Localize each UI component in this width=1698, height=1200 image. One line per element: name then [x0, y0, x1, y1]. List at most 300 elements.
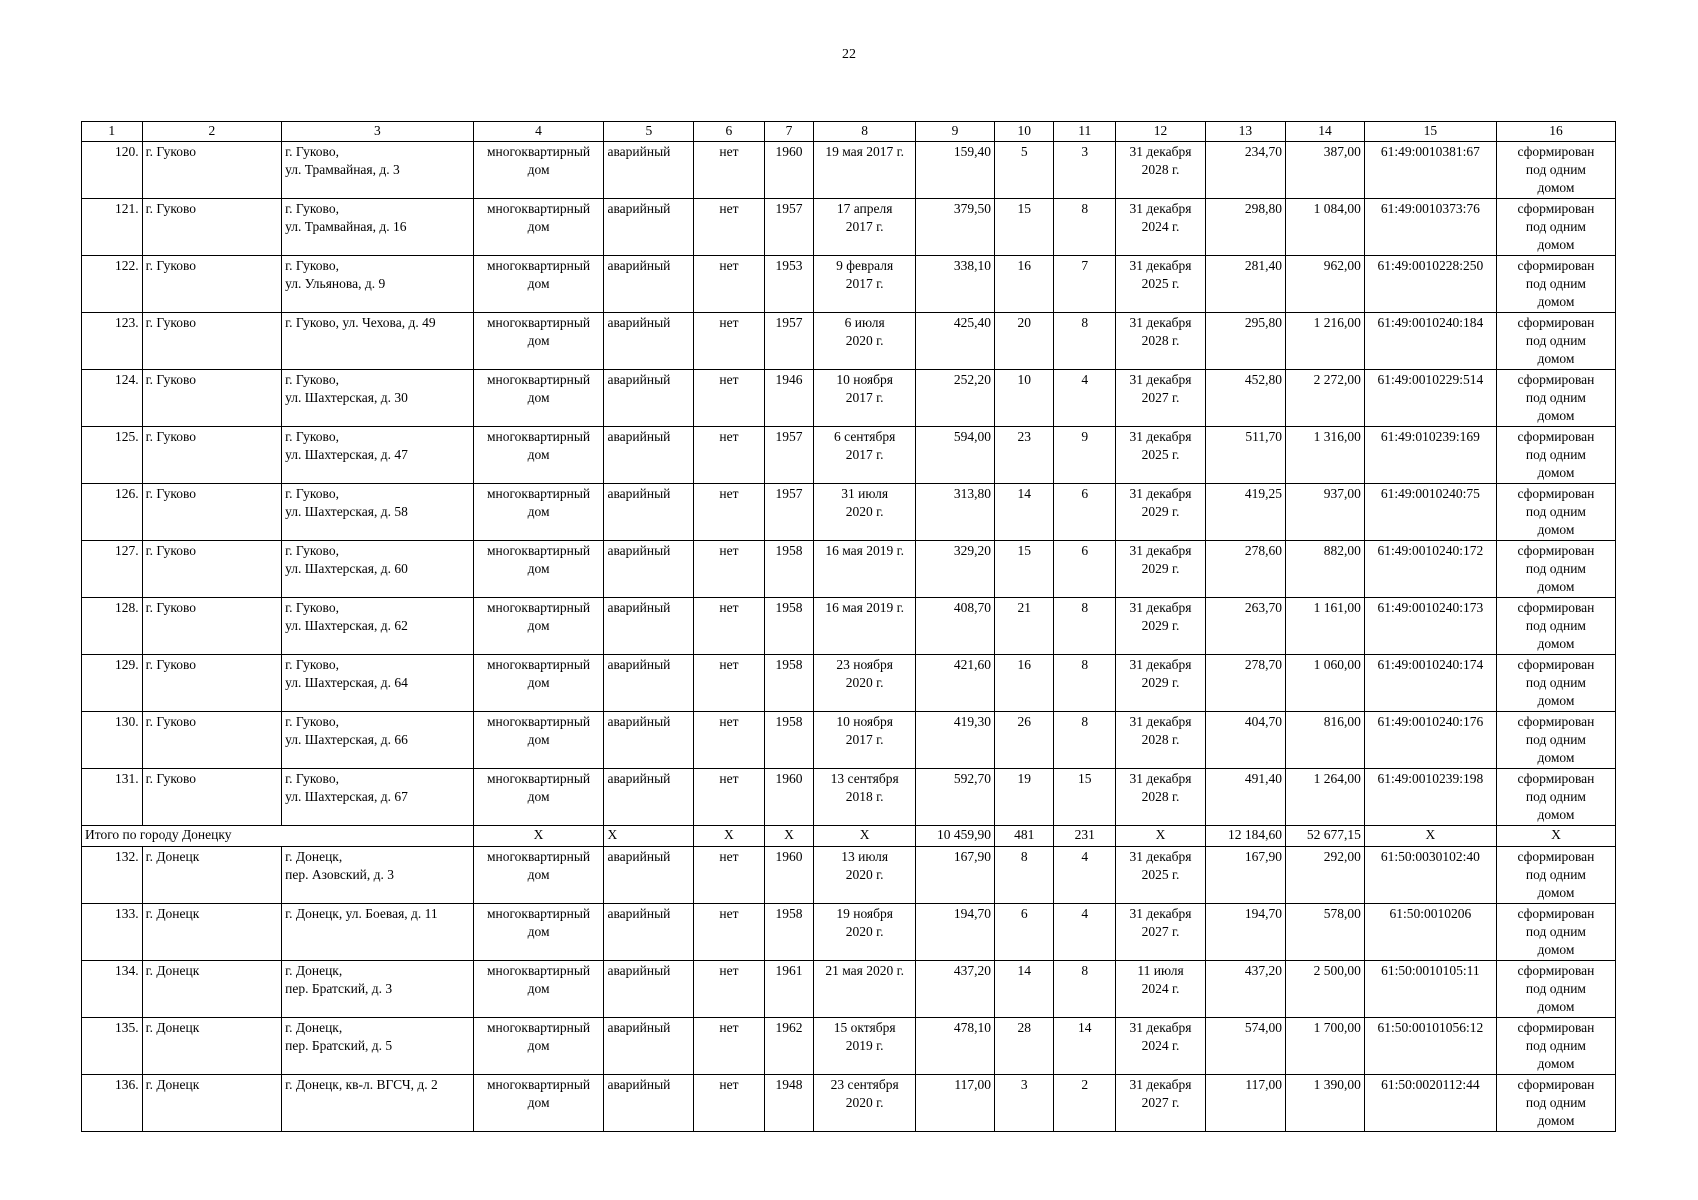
column-number: 5	[604, 122, 694, 142]
address-line: г. Гуково,	[285, 144, 339, 159]
construction-year-cell: 1957	[764, 199, 814, 256]
recognition-date-line: 2018 г.	[845, 789, 884, 804]
land-area-cell: 167,90	[1205, 847, 1285, 904]
relocation-deadline-cell	[1116, 484, 1206, 541]
table-row	[82, 655, 1616, 712]
land-plot-status-line: сформирован	[1517, 906, 1595, 921]
building-status-cell: аварийный	[604, 256, 694, 313]
recognition-date-line: 21 мая 2020 г.	[825, 963, 904, 978]
total-area-cell: 437,20	[916, 961, 995, 1018]
land-plot-status-line: сформирован	[1517, 1077, 1595, 1092]
building-type-line: многоквартирный	[486, 849, 591, 864]
residents-count-cell: 14	[994, 961, 1053, 1018]
recognition-date-cell	[814, 541, 916, 598]
relocation-deadline-line: 31 декабря	[1129, 714, 1192, 729]
address-cell	[282, 484, 473, 541]
land-plot-status-line: под одним	[1525, 162, 1586, 177]
recognition-date-cell	[814, 712, 916, 769]
address-cell	[282, 1018, 473, 1075]
relocation-deadline-line: 31 декабря	[1129, 144, 1192, 159]
land-plot-status-line: домом	[1537, 885, 1575, 900]
land-area-cell: 295,80	[1205, 313, 1285, 370]
land-plot-status-cell	[1496, 142, 1615, 199]
land-plot-status-line: домом	[1537, 1113, 1575, 1128]
relocation-deadline-line: 2028 г.	[1141, 162, 1180, 177]
land-plot-status-cell	[1496, 769, 1615, 826]
table-row	[82, 904, 1616, 961]
municipality-cell: г. Гуково	[142, 313, 282, 370]
land-plot-status-line: под одним	[1525, 561, 1586, 576]
land-plot-status-line: под одним	[1525, 1095, 1586, 1110]
relocation-deadline-line: 31 декабря	[1129, 849, 1192, 864]
total-area-cell: 478,10	[916, 1018, 995, 1075]
building-type-line: дом	[527, 219, 550, 234]
address-line: ул. Шахтерская, д. 66	[285, 732, 408, 747]
premises-count-cell: 8	[1054, 655, 1116, 712]
address-line: г. Гуково,	[285, 201, 339, 216]
building-type-line: многоквартирный	[486, 315, 591, 330]
table-row	[82, 484, 1616, 541]
land-plot-status-line: под одним	[1525, 276, 1586, 291]
residents-count-cell: 26	[994, 712, 1053, 769]
building-status-cell: аварийный	[604, 142, 694, 199]
total-premises-count: 231	[1054, 826, 1116, 847]
relocation-deadline-line: 2027 г.	[1141, 390, 1180, 405]
residents-count-cell: 28	[994, 1018, 1053, 1075]
recognition-date-line: 2020 г.	[845, 867, 884, 882]
recognition-date-line: 2020 г.	[845, 924, 884, 939]
land-plot-status-line: домом	[1537, 408, 1575, 423]
land-plot-status-line: под одним	[1525, 390, 1586, 405]
land-plot-status-cell	[1496, 598, 1615, 655]
relocation-deadline-line: 2025 г.	[1141, 276, 1180, 291]
residents-count-cell: 6	[994, 904, 1053, 961]
recognition-date-line: 19 ноября	[836, 906, 893, 921]
land-plot-status-line: сформирован	[1517, 771, 1595, 786]
total-row	[82, 826, 1616, 847]
cadastral-number-cell: 61:49:0010240:176	[1364, 712, 1496, 769]
address-line: ул. Шахтерская, д. 64	[285, 675, 408, 690]
address-line: г. Гуково,	[285, 429, 339, 444]
relocation-flag-cell: нет	[694, 961, 764, 1018]
table-row	[82, 541, 1616, 598]
address-line: г. Донецк,	[285, 963, 343, 978]
relocation-deadline-cell	[1116, 370, 1206, 427]
address-cell	[282, 712, 473, 769]
land-plot-status-line: домом	[1537, 750, 1575, 765]
cadastral-number-cell: 61:49:0010228:250	[1364, 256, 1496, 313]
address-line: г. Донецк, кв-л. ВГСЧ, д. 2	[285, 1077, 438, 1092]
building-type-cell	[473, 427, 604, 484]
address-cell	[282, 769, 473, 826]
recognition-date-cell	[814, 427, 916, 484]
relocation-deadline-cell	[1116, 256, 1206, 313]
recognition-date-line: 2017 г.	[845, 276, 884, 291]
relocation-deadline-line: 2024 г.	[1141, 981, 1180, 996]
total-area-cell: 421,60	[916, 655, 995, 712]
relocation-deadline-line: 11 июля	[1137, 963, 1184, 978]
address-line: г. Гуково,	[285, 486, 339, 501]
relocation-deadline-cell	[1116, 847, 1206, 904]
address-line: г. Гуково,	[285, 543, 339, 558]
building-type-cell	[473, 847, 604, 904]
relocation-flag-cell: нет	[694, 1075, 764, 1132]
address-cell	[282, 142, 473, 199]
row-number-cell: 126.	[82, 484, 143, 541]
land-plot-status-cell	[1496, 484, 1615, 541]
building-type-line: дом	[527, 789, 550, 804]
recognition-date-line: 13 сентября	[830, 771, 899, 786]
land-area-cell: 117,00	[1205, 1075, 1285, 1132]
recognition-date-line: 2017 г.	[845, 732, 884, 747]
premises-count-cell: 8	[1054, 961, 1116, 1018]
recognition-date-line: 2020 г.	[845, 504, 884, 519]
address-line: ул. Шахтерская, д. 58	[285, 504, 408, 519]
relocation-deadline-cell	[1116, 1018, 1206, 1075]
premises-count-cell: 3	[1054, 142, 1116, 199]
building-status-cell: аварийный	[604, 484, 694, 541]
relocation-deadline-line: 2027 г.	[1141, 1095, 1180, 1110]
table-row	[82, 256, 1616, 313]
land-plot-status-line: сформирован	[1517, 1020, 1595, 1035]
land-area-cell: 511,70	[1205, 427, 1285, 484]
address-cell	[282, 961, 473, 1018]
building-type-cell	[473, 370, 604, 427]
total-construction-year: Х	[764, 826, 814, 847]
recognition-date-line: 31 июля	[841, 486, 889, 501]
land-plot-status-line: домом	[1537, 1056, 1575, 1071]
land-area-cell: 263,70	[1205, 598, 1285, 655]
building-status-cell: аварийный	[604, 904, 694, 961]
land-area-cell: 491,40	[1205, 769, 1285, 826]
total-area-cell: 408,70	[916, 598, 995, 655]
total-area-cell: 425,40	[916, 313, 995, 370]
address-cell	[282, 427, 473, 484]
column-number: 13	[1205, 122, 1285, 142]
column-number: 1	[82, 122, 143, 142]
cost-cell: 1 216,00	[1285, 313, 1364, 370]
recognition-date-line: 2017 г.	[845, 447, 884, 462]
recognition-date-line: 10 ноября	[836, 714, 893, 729]
residents-count-cell: 23	[994, 427, 1053, 484]
total-area-cell: 592,70	[916, 769, 995, 826]
land-plot-status-cell	[1496, 541, 1615, 598]
municipality-cell: г. Гуково	[142, 427, 282, 484]
building-type-cell	[473, 313, 604, 370]
address-cell	[282, 598, 473, 655]
land-plot-status-line: сформирован	[1517, 258, 1595, 273]
premises-count-cell: 4	[1054, 370, 1116, 427]
building-type-cell	[473, 1075, 604, 1132]
building-type-line: многоквартирный	[486, 201, 591, 216]
cost-cell: 1 161,00	[1285, 598, 1364, 655]
land-plot-status-line: под одним	[1525, 924, 1586, 939]
row-number-cell: 133.	[82, 904, 143, 961]
cost-cell: 962,00	[1285, 256, 1364, 313]
building-type-line: многоквартирный	[486, 486, 591, 501]
building-status-cell: аварийный	[604, 313, 694, 370]
building-type-cell	[473, 541, 604, 598]
residents-count-cell: 21	[994, 598, 1053, 655]
relocation-flag-cell: нет	[694, 1018, 764, 1075]
construction-year-cell: 1946	[764, 370, 814, 427]
total-area-cell: 167,90	[916, 847, 995, 904]
construction-year-cell: 1960	[764, 847, 814, 904]
total-area-cell: 338,10	[916, 256, 995, 313]
municipality-cell: г. Гуково	[142, 370, 282, 427]
column-number: 12	[1116, 122, 1206, 142]
land-plot-status-cell	[1496, 712, 1615, 769]
address-line: ул. Трамвайная, д. 16	[285, 219, 407, 234]
land-plot-status-line: домом	[1537, 636, 1575, 651]
total-relocation-deadline: Х	[1116, 826, 1206, 847]
building-type-line: дом	[527, 504, 550, 519]
relocation-deadline-line: 2025 г.	[1141, 867, 1180, 882]
residents-count-cell: 20	[994, 313, 1053, 370]
total-label: Итого по городу Донецку	[82, 826, 474, 847]
building-type-line: дом	[527, 732, 550, 747]
table-row	[82, 1075, 1616, 1132]
premises-count-cell: 8	[1054, 199, 1116, 256]
land-plot-status-line: сформирован	[1517, 201, 1595, 216]
address-cell	[282, 541, 473, 598]
address-cell	[282, 655, 473, 712]
total-area-cell: 194,70	[916, 904, 995, 961]
municipality-cell: г. Гуково	[142, 769, 282, 826]
land-plot-status-line: сформирован	[1517, 486, 1595, 501]
land-plot-status-cell	[1496, 313, 1615, 370]
row-number-cell: 129.	[82, 655, 143, 712]
land-plot-status-line: домом	[1537, 351, 1575, 366]
building-status-cell: аварийный	[604, 1018, 694, 1075]
construction-year-cell: 1957	[764, 313, 814, 370]
building-type-cell	[473, 598, 604, 655]
table-row	[82, 199, 1616, 256]
cost-cell: 1 700,00	[1285, 1018, 1364, 1075]
row-number-cell: 136.	[82, 1075, 143, 1132]
construction-year-cell: 1958	[764, 598, 814, 655]
building-status-cell: аварийный	[604, 961, 694, 1018]
building-type-line: многоквартирный	[486, 1020, 591, 1035]
total-area-cell: 329,20	[916, 541, 995, 598]
building-type-line: дом	[527, 618, 550, 633]
land-plot-status-line: сформирован	[1517, 429, 1595, 444]
recognition-date-cell	[814, 256, 916, 313]
cost-cell: 1 264,00	[1285, 769, 1364, 826]
building-type-cell	[473, 655, 604, 712]
recognition-date-line: 2017 г.	[845, 390, 884, 405]
land-plot-status-line: сформирован	[1517, 849, 1595, 864]
land-plot-status-line: под одним	[1525, 219, 1586, 234]
row-number-cell: 120.	[82, 142, 143, 199]
address-line: г. Гуково,	[285, 258, 339, 273]
recognition-date-line: 6 июля	[844, 315, 885, 330]
recognition-date-line: 19 мая 2017 г.	[825, 144, 904, 159]
municipality-cell: г. Гуково	[142, 142, 282, 199]
relocation-deadline-line: 2028 г.	[1141, 333, 1180, 348]
cost-cell: 2 272,00	[1285, 370, 1364, 427]
land-plot-status-line: под одним	[1525, 675, 1586, 690]
municipality-cell: г. Донецк	[142, 1018, 282, 1075]
recognition-date-line: 2019 г.	[845, 1038, 884, 1053]
premises-count-cell: 6	[1054, 541, 1116, 598]
relocation-deadline-line: 31 декабря	[1129, 429, 1192, 444]
construction-year-cell: 1958	[764, 712, 814, 769]
residents-count-cell: 16	[994, 256, 1053, 313]
premises-count-cell: 8	[1054, 712, 1116, 769]
cadastral-number-cell: 61:49:0010240:75	[1364, 484, 1496, 541]
table-row	[82, 769, 1616, 826]
relocation-deadline-cell	[1116, 142, 1206, 199]
land-area-cell: 452,80	[1205, 370, 1285, 427]
recognition-date-line: 23 ноября	[836, 657, 893, 672]
relocation-deadline-line: 31 декабря	[1129, 315, 1192, 330]
building-type-cell	[473, 712, 604, 769]
construction-year-cell: 1953	[764, 256, 814, 313]
land-plot-status-line: домом	[1537, 180, 1575, 195]
column-number: 2	[142, 122, 282, 142]
recognition-date-line: 10 ноября	[836, 372, 893, 387]
row-number-cell: 132.	[82, 847, 143, 904]
premises-count-cell: 4	[1054, 904, 1116, 961]
construction-year-cell: 1948	[764, 1075, 814, 1132]
land-plot-status-line: под одним	[1525, 504, 1586, 519]
relocation-flag-cell: нет	[694, 199, 764, 256]
total-area-cell: 252,20	[916, 370, 995, 427]
building-type-line: многоквартирный	[486, 657, 591, 672]
municipality-cell: г. Донецк	[142, 1075, 282, 1132]
municipality-cell: г. Гуково	[142, 199, 282, 256]
recognition-date-line: 23 сентября	[830, 1077, 899, 1092]
cost-cell: 1 060,00	[1285, 655, 1364, 712]
building-type-line: дом	[527, 162, 550, 177]
building-type-cell	[473, 769, 604, 826]
land-plot-status-line: домом	[1537, 942, 1575, 957]
recognition-date-line: 15 октября	[833, 1020, 896, 1035]
building-type-line: дом	[527, 1038, 550, 1053]
land-plot-status-line: под одним	[1525, 867, 1586, 882]
land-plot-status-cell	[1496, 655, 1615, 712]
land-plot-status-line: под одним	[1525, 981, 1586, 996]
address-line: ул. Трамвайная, д. 3	[285, 162, 400, 177]
building-type-line: многоквартирный	[486, 429, 591, 444]
row-number-cell: 122.	[82, 256, 143, 313]
building-type-line: дом	[527, 675, 550, 690]
recognition-date-cell	[814, 655, 916, 712]
construction-year-cell: 1960	[764, 142, 814, 199]
building-type-cell	[473, 1018, 604, 1075]
municipality-cell: г. Гуково	[142, 712, 282, 769]
total-area-cell: 117,00	[916, 1075, 995, 1132]
relocation-deadline-line: 2028 г.	[1141, 732, 1180, 747]
cadastral-number-cell: 61:50:0020112:44	[1364, 1075, 1496, 1132]
municipality-cell: г. Гуково	[142, 541, 282, 598]
relocation-deadline-line: 31 декабря	[1129, 372, 1192, 387]
land-plot-status-cell	[1496, 199, 1615, 256]
building-type-line: дом	[527, 390, 550, 405]
recognition-date-line: 9 февраля	[836, 258, 894, 273]
relocation-deadline-line: 31 декабря	[1129, 486, 1192, 501]
relocation-deadline-line: 31 декабря	[1129, 657, 1192, 672]
land-plot-status-line: под одним	[1525, 447, 1586, 462]
building-type-line: дом	[527, 981, 550, 996]
row-number-cell: 127.	[82, 541, 143, 598]
cost-cell: 882,00	[1285, 541, 1364, 598]
land-plot-status-cell	[1496, 370, 1615, 427]
total-residents-count: 481	[994, 826, 1053, 847]
relocation-deadline-line: 2029 г.	[1141, 561, 1180, 576]
cadastral-number-cell: 61:49:0010240:173	[1364, 598, 1496, 655]
land-plot-status-line: под одним	[1525, 1038, 1586, 1053]
land-plot-status-cell	[1496, 427, 1615, 484]
building-type-line: многоквартирный	[486, 600, 591, 615]
address-line: ул. Шахтерская, д. 62	[285, 618, 408, 633]
cadastral-number-cell: 61:50:0030102:40	[1364, 847, 1496, 904]
table-row	[82, 961, 1616, 1018]
building-status-cell: аварийный	[604, 427, 694, 484]
building-status-cell: аварийный	[604, 199, 694, 256]
column-number: 8	[814, 122, 916, 142]
construction-year-cell: 1962	[764, 1018, 814, 1075]
total-recognition-date: Х	[814, 826, 916, 847]
recognition-date-line: 2020 г.	[845, 675, 884, 690]
column-number: 7	[764, 122, 814, 142]
column-number: 16	[1496, 122, 1615, 142]
relocation-flag-cell: нет	[694, 427, 764, 484]
address-line: ул. Ульянова, д. 9	[285, 276, 386, 291]
building-type-cell	[473, 199, 604, 256]
premises-count-cell: 7	[1054, 256, 1116, 313]
residents-count-cell: 8	[994, 847, 1053, 904]
land-plot-status-line: домом	[1537, 579, 1575, 594]
municipality-cell: г. Гуково	[142, 256, 282, 313]
total-area-cell: 419,30	[916, 712, 995, 769]
construction-year-cell: 1958	[764, 541, 814, 598]
land-plot-status-line: сформирован	[1517, 963, 1595, 978]
building-type-line: дом	[527, 867, 550, 882]
recognition-date-line: 17 апреля	[836, 201, 893, 216]
relocation-deadline-line: 2024 г.	[1141, 219, 1180, 234]
row-number-cell: 121.	[82, 199, 143, 256]
land-plot-status-line: домом	[1537, 294, 1575, 309]
row-number-cell: 130.	[82, 712, 143, 769]
recognition-date-cell	[814, 961, 916, 1018]
relocation-deadline-cell	[1116, 427, 1206, 484]
recognition-date-cell	[814, 1018, 916, 1075]
row-number-cell: 128.	[82, 598, 143, 655]
premises-count-cell: 15	[1054, 769, 1116, 826]
total-land-area: 12 184,60	[1205, 826, 1285, 847]
address-line: г. Гуково,	[285, 714, 339, 729]
recognition-date-cell	[814, 769, 916, 826]
land-plot-status-line: сформирован	[1517, 714, 1595, 729]
municipality-cell: г. Донецк	[142, 904, 282, 961]
cost-cell: 387,00	[1285, 142, 1364, 199]
address-line: г. Гуково, ул. Чехова, д. 49	[285, 315, 436, 330]
cadastral-number-cell: 61:49:0010240:184	[1364, 313, 1496, 370]
building-type-cell	[473, 904, 604, 961]
premises-count-cell: 14	[1054, 1018, 1116, 1075]
address-line: г. Донецк,	[285, 849, 343, 864]
table-row	[82, 427, 1616, 484]
relocation-flag-cell: нет	[694, 370, 764, 427]
building-type-line: многоквартирный	[486, 258, 591, 273]
cadastral-number-cell: 61:49:0010240:174	[1364, 655, 1496, 712]
relocation-deadline-cell	[1116, 712, 1206, 769]
construction-year-cell: 1957	[764, 484, 814, 541]
relocation-deadline-line: 31 декабря	[1129, 258, 1192, 273]
relocation-flag-cell: нет	[694, 655, 764, 712]
